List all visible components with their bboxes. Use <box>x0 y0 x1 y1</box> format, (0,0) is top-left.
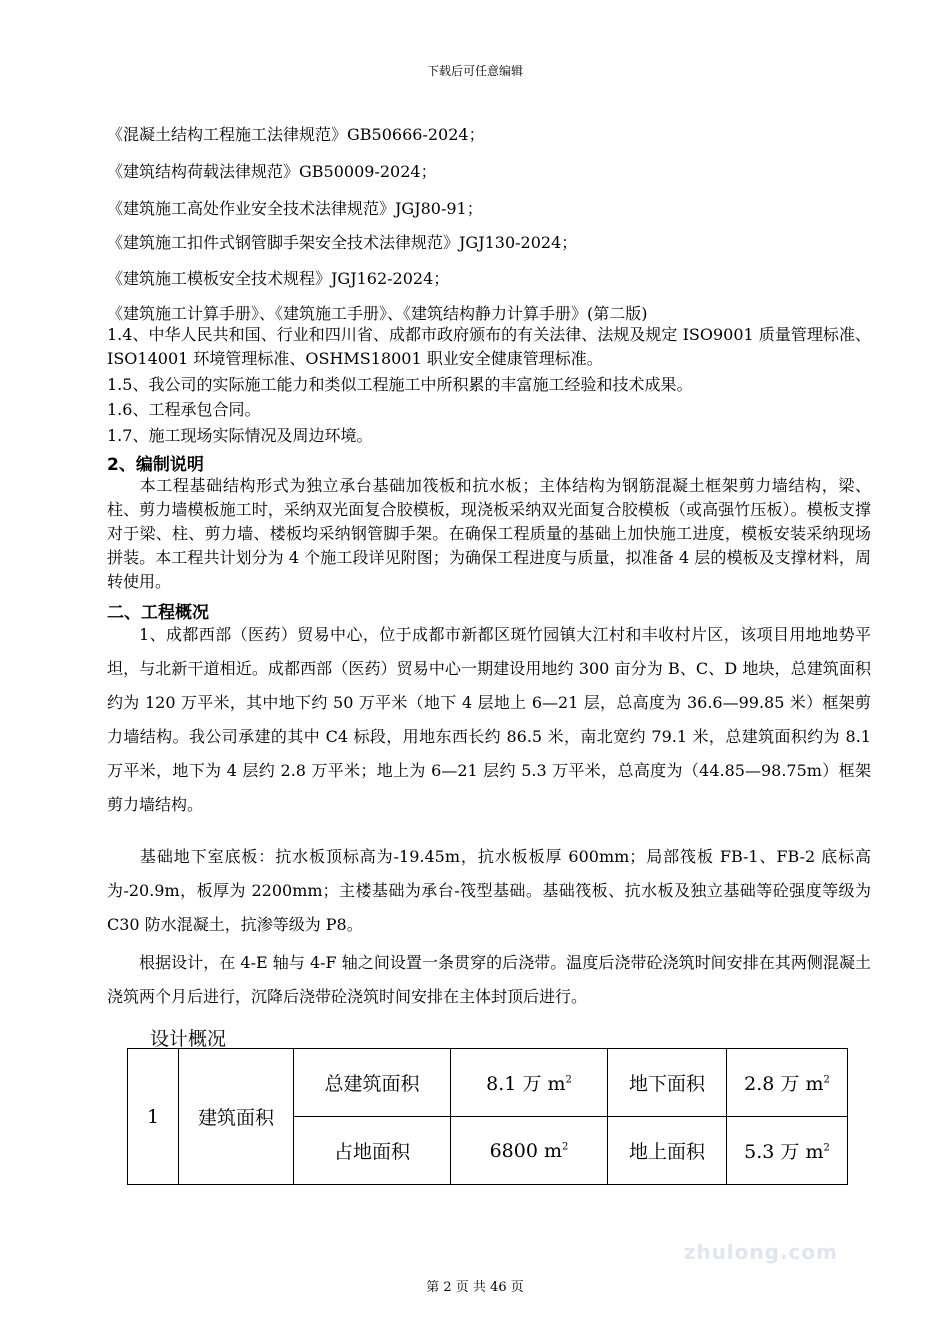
section-2-body <box>107 474 871 594</box>
reference-4: 《建筑施工扣件式钢管脚手架安全技术法律规范》JGJ130-2024； <box>107 233 578 252</box>
overview-text-1: 1、成都西部（医药）贸易中心，位于成都市新都区斑竹园镇大江村和丰收村片区，该项目用地地势平坦，与北新干道相近。成都西部（医药）贸易中心一期建设用地约 300 亩分为 B、C、D 地块，总建筑面积约为 120 万平米，其中地下约 50 万平米（地下 4 层地上 6—21 层，总高度为 36.6—99.85 米）框架剪力墙结构。我公司承建的其中 C4 标段，用地东西长约 86.5 米，南北宽约 79.1 米，总建筑面积约为 8.1 万平米，地下为 4 层约 2.8 万平米；地上为 6—21 层约 5.3 万平米，总高度为（44.85—98.75m）框架剪力墙结构。 <box>107 625 871 814</box>
reference-3: 《建筑施工高处作业安全技术法律规范》JGJ80-91； <box>107 199 483 218</box>
section-2-title: 2、编制说明 <box>107 455 204 475</box>
item-1-6: 1.6、工程承包合同。 <box>107 400 261 419</box>
watermark-logo: zhulong.com <box>683 1240 838 1264</box>
page-footer: 第 2 页 共 46 页 <box>426 1280 524 1295</box>
item-1-7: 1.7、施工现场实际情况及周边环境。 <box>107 426 373 445</box>
item-1-4: 1.4、中华人民共和国、行业和四川省、成都市政府颁布的有关法律、法规及规定 ISO9001 质量管理标准、ISO14001 环境管理标准、OSHMS18001 职业安全健康管理标准。 <box>107 325 871 368</box>
design-overview-table <box>127 1048 848 1185</box>
overview-text-3: 根据设计，在 4-E 轴与 4-F 轴之间设置一条贯穿的后浇带。温度后浇带砼浇筑时间安排在其两侧混凝土浇筑两个月后进行，沉降后浇带砼浇筑时间安排在主体封顶后进行。 <box>107 953 871 1006</box>
overview-paragraph-1 <box>107 618 871 822</box>
reference-6: 《建筑施工计算手册》、《建筑施工手册》、《建筑结构静力计算手册》(第二版) <box>107 304 648 323</box>
page-header: 下载后可任意编辑 <box>426 64 523 78</box>
overview-title: 二、工程概况 <box>107 603 209 623</box>
underground-area-value: 2.8 万 $m^2$ <box>727 1049 848 1117</box>
total-area-value: 8.1 万 $m^2$ <box>451 1049 608 1117</box>
item-1-5: 1.5、我公司的实际施工能力和类似工程施工中所积累的丰富施工经验和技术成果。 <box>107 375 693 394</box>
overview-paragraph-2 <box>107 840 871 942</box>
reference-5: 《建筑施工模板安全技术规程》JGJ162-2024； <box>107 269 450 288</box>
section-2-text: 本工程基础结构形式为独立承台基础加筏板和抗水板；主体结构为钢筋混凝土框架剪力墙结构，梁、柱、剪力墙模板施工时，采纳双光面复合胶模板，现浇板采纳双光面复合胶模板（或高强竹压板）。模板支撑对于梁、柱、剪力墙、楼板均采纳钢管脚手架。在确保工程质量的基础上加快施工进度，模板安装采纳现场拼装。本工程共计划分为 4 个施工段详见附图；为确保工程进度与质量，拟准备 4 层的模板及支撑材料，周转使用。 <box>107 476 871 591</box>
overview-paragraph-3 <box>107 946 871 1014</box>
row-index: 1 <box>128 1049 179 1185</box>
aboveground-area-label: 地上面积 <box>608 1117 727 1185</box>
aboveground-area-value: 5.3 万 $m^2$ <box>727 1117 848 1185</box>
table-caption: 设计概况 <box>150 1028 227 1050</box>
table-row <box>128 1049 848 1117</box>
category-cell: 建筑面积 <box>179 1049 294 1185</box>
reference-1: 《混凝土结构工程施工法律规范》GB50666-2024； <box>107 125 485 144</box>
site-area-label: 占地面积 <box>294 1117 451 1185</box>
reference-2: 《建筑结构荷载法律规范》GB50009-2024； <box>107 162 437 181</box>
overview-text-2: 基础地下室底板：抗水板顶标高为-19.45m，抗水板板厚 600mm；局部筏板 FB-1、FB-2 底标高为-20.9m，板厚为 2200mm；主楼基础为承台-筏型基础。基础筏板、抗水板及独立基础等砼强度等级为 C30 防水混凝土，抗渗等级为 P8。 <box>107 847 871 934</box>
underground-area-label: 地下面积 <box>608 1049 727 1117</box>
total-area-label: 总建筑面积 <box>294 1049 451 1117</box>
site-area-value: 6800 $m^2$ <box>451 1117 608 1185</box>
